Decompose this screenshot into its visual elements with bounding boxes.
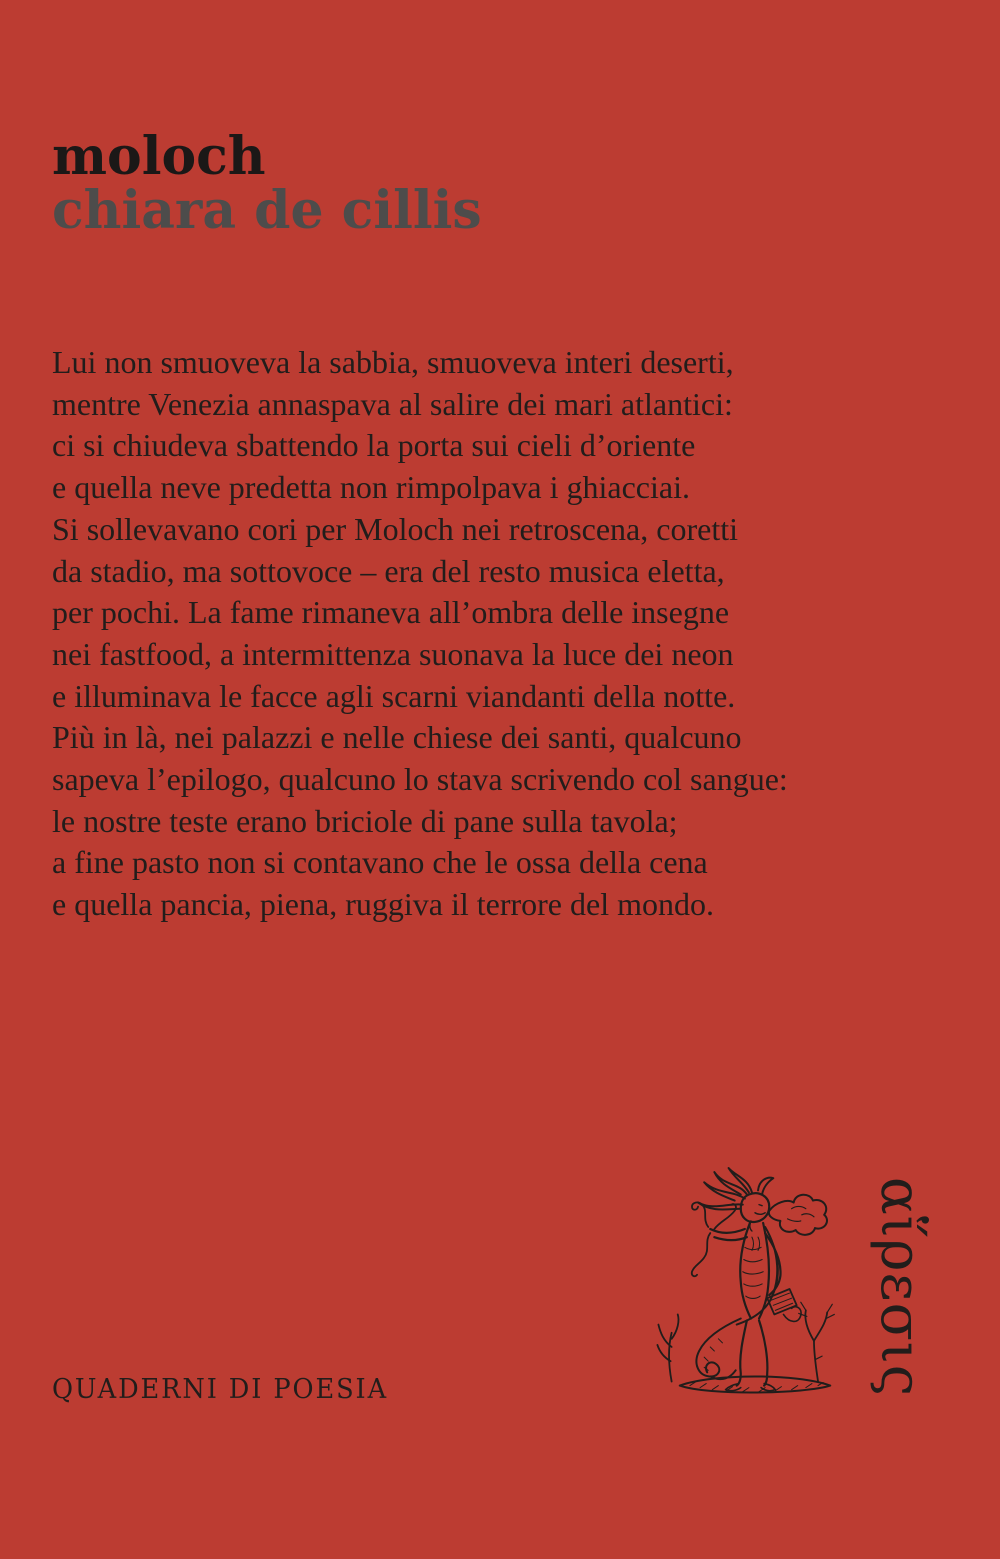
series-name: QUADERNI DI POESIA [52,1374,389,1405]
poem-line: Lui non smuoveva la sabbia, smuoveva interi deserti, [52,344,734,380]
book-title: moloch [52,126,266,187]
poem-line: nei fastfood, a intermittenza suonava la luce dei neon [52,635,734,672]
poem-text [52,342,788,926]
poem-line: le nostre teste erano briciole di pane sulla tavola; [52,802,678,839]
book-author: chiara de cillis [52,180,482,241]
title-block [52,126,482,241]
poem-line: Più in là, nei palazzi e nelle chiese dei santi, qualcuno [52,719,742,756]
woodcut-demon-illustration-icon [650,1166,860,1410]
poem-line: sapeva l’epilogo, qualcuno lo stava scrivendo col sangue: [52,761,788,798]
poem-line: mentre Venezia annaspava al salire dei mari atlantici: [52,385,733,422]
poem-line: e quella neve predetta non rimpolpava i ghiacciai. [52,469,690,506]
poem-line: Si sollevavano cori per Moloch nei retroscena, coretti [52,510,738,547]
poem-line: e quella pancia, piena, ruggiva il terrore del mondo. [52,886,714,923]
poem-line: a fine pasto non si contavano che le ossa della cena [52,844,708,881]
poem-line: da stadio, ma sottovoce – era del resto musica eletta, [52,552,725,589]
publisher-logo-text: αἵρεσις [868,1176,933,1398]
poem-line: e illuminava le facce agli scarni viandanti della notte. [52,677,736,714]
poem-line: ci si chiudeva sbattendo la porta sui cieli d’oriente [52,427,696,464]
poem-line: per pochi. La fame rimaneva all’ombra delle insegne [52,594,730,631]
